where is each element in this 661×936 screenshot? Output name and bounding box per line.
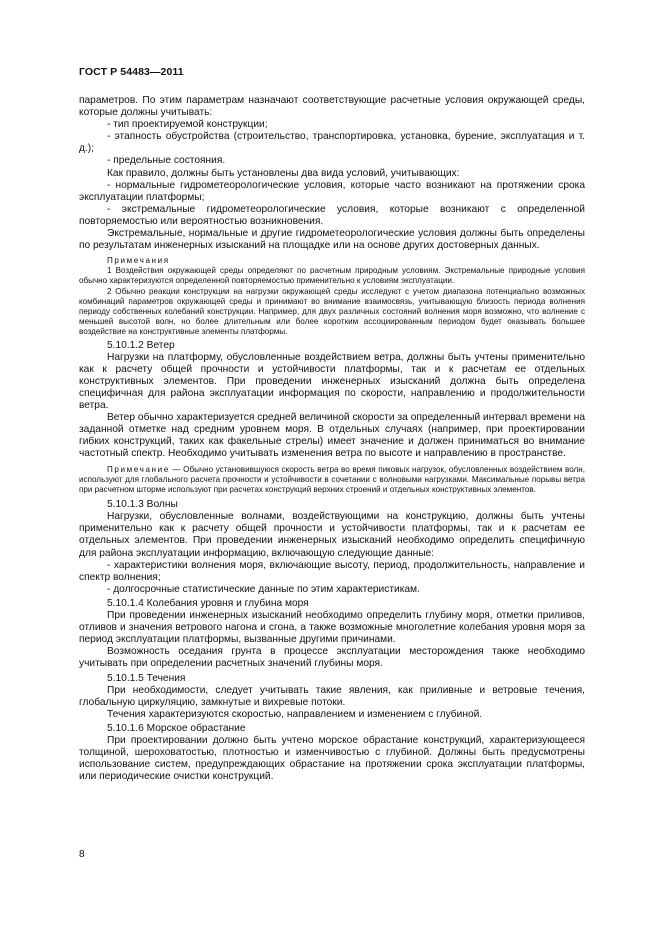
note-label: Примечание: [107, 464, 170, 474]
body-paragraph: Течения характеризуются скоростью, направлением и изменением с глубиной.: [107, 708, 483, 720]
document-header: ГОСТ Р 54483—2011: [79, 66, 184, 78]
body-paragraph: При проведении инженерных изысканий необходимо определить глубину моря, отметки приливов, отливов и значения ветрового нагона и сгона, а также возможные многолетние колебания уровня моря за период эксплуатации платформы, вызванные другими причинами.: [79, 610, 585, 646]
body-paragraph: - характеристики волнения моря, включающие высоту, период, продолжительность, направление и спектр волнения;: [79, 559, 585, 583]
body-paragraph: - экстремальные гидрометеорологические условия, которые возникают с определенной повторяемостью или вероятностью возникновения.: [79, 203, 585, 227]
page-number: 8: [79, 849, 85, 860]
section-heading: 5.10.1.6 Морское обрастание: [107, 722, 246, 734]
notes-title: Примечания: [107, 256, 170, 266]
document-body: [79, 95, 585, 783]
note-item: [79, 465, 585, 496]
section-heading: 5.10.1.5 Течения: [107, 672, 186, 684]
note-item: 1 Воздействия окружающей среды определяют по расчетным природным условиям. Экстремальные природные условия обычно характеризуются определенной повторяемостью применительно к условиям эксплуатации.: [79, 266, 585, 286]
body-paragraph: Нагрузки, обусловленные волнами, воздействующими на конструкцию, должны быть учтены применительно как к расчету общей прочности и устойчивости платформы, так и к расчетам ее отдельных элементов. При проведении инженерных изысканий необходимо определить специфичную для района эксплуатации информацию, включающую следующие данные:: [79, 511, 585, 559]
body-paragraph: Возможность оседания грунта в процессе эксплуатации месторождения также необходимо учитывать при определении расчетных значений глубины моря.: [79, 646, 585, 670]
body-paragraph: Как правило, должны быть установлены два вида условий, учитывающих:: [107, 167, 460, 179]
body-paragraph: Ветер обычно характеризуется средней величиной скорости за определенный интервал времени на заданной отметке над средним уровнем моря. В отдельных случаях (например, при проектировании гибких конструкций, таких как факельные стрелы) имеет значение и должен приниматься во внимание частотный спектр. Необходимо учитывать изменения ветра по высоте и направлению в пространстве.: [79, 412, 585, 460]
body-paragraph: Экстремальные, нормальные и другие гидрометеорологические условия должны быть определены по результатам инженерных изысканий на площадке или на основе других достоверных данных.: [79, 228, 585, 252]
body-paragraph: - предельные состояния.: [107, 155, 226, 167]
note-item: 2 Обычно реакции конструкции на нагрузки окружающей среды исследуют с учетом диапазона потенциально возможных комбинаций параметров окружающей среды и принимают во внимание взаимосвязь, учитывающую близость периода волнения периоду собственных колебаний конструкции. Например, для двух различных состояний волнения моря возможно, что волнение с меньшей высотой волн, но более длительным или более коротким ассоциированным периодом будет оказывать большее воздействие на конструктивные элементы платформы.: [79, 286, 585, 337]
body-paragraph: параметров. По этим параметрам назначают соответствующие расчетные условия окружающей среды, которые должны учитывать:: [79, 95, 585, 119]
note-text: — Обычно установившуюся скорость ветра во время пиковых нагрузок, обусловленных воздействием волн, используют для глобального расчета прочности и устойчивости в сочетании с волновыми нагрузками. Максимальные порывы ветра при расчетном шторме используют при расчетах конструкций верхних строений и отдельных конструктивных элементов.: [79, 464, 585, 494]
body-paragraph: - этапность обустройства (строительство, транспортировка, установка, бурение, эксплуатация и т. д.);: [79, 131, 585, 155]
section-heading: 5.10.1.2 Ветер: [107, 339, 175, 351]
section-heading: 5.10.1.4 Колебания уровня и глубина моря: [107, 597, 309, 609]
body-paragraph: - тип проектируемой конструкции;: [107, 119, 268, 131]
body-paragraph: При необходимости, следует учитывать такие явления, как приливные и ветровые течения, глобальную циркуляцию, замкнутые и вихревые потоки.: [79, 684, 585, 708]
section-heading: 5.10.1.3 Волны: [107, 499, 178, 511]
body-paragraph: При проектировании должно быть учтено морское обрастание конструкций, характеризующееся толщиной, шероховатостью, плотностью и изменчивостью с глубиной. Должны быть предусмотрены использование систем, предупреждающих обрастание на протяжении срока эксплуатации платформы, или периодические очистки конструкций.: [79, 734, 585, 783]
body-paragraph: - долгосрочные статистические данные по этим характеристикам.: [107, 583, 420, 595]
body-paragraph: Нагрузки на платформу, обусловленные воздействием ветра, должны быть учтены применительно как к расчету общей прочности и устойчивости платформы, так и к расчетам ее отдельных конструктивных элементов. При проведении инженерных изысканий должна быть определена специфичная для района эксплуатации информация по скорости, направлению и продолжительности ветра.: [79, 351, 585, 412]
body-paragraph: - нормальные гидрометеорологические условия, которые часто возникают на протяжении срока эксплуатации платформы;: [79, 179, 585, 203]
